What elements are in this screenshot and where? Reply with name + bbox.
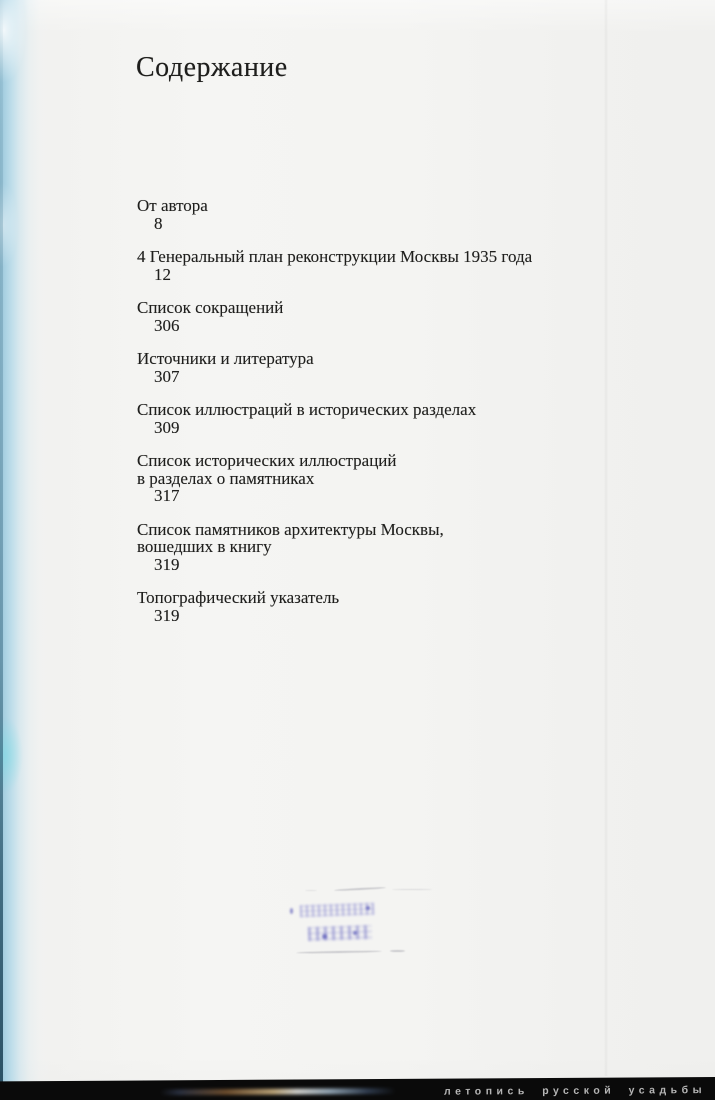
toc-entry-page-number: 319 [154,554,180,574]
toc-entry [137,521,697,574]
stamp-stroke [390,950,405,952]
footer-series-label: летопись русской усадьбы [443,1084,707,1098]
stamp-stroke [305,890,317,891]
toc-entry [137,299,697,334]
stamp-ink-dot [366,906,370,910]
toc-entry-title: Список иллюстраций в исторических разделах [137,400,477,419]
toc-entry [137,197,697,232]
toc-entry [137,248,697,283]
stamp-text-row [308,925,372,941]
toc-entry-title: Список сокращений [137,298,284,317]
stamp-ink-dot [322,934,327,939]
toc-entry-page-number: 307 [154,366,180,386]
stamp-stroke [334,887,386,892]
toc-entry-title: Источники и литература [137,349,314,368]
toc-entry-page-number: 12 [154,264,171,284]
stamp-ink-dot [353,931,357,935]
toc-entry-title-line-2: вошедших в книгу [137,537,272,556]
toc-entry-page-number: 317 [154,486,180,505]
toc-entry [137,350,697,385]
stamp-text-row [300,903,374,918]
toc-entry-title-line-2: в разделах о памятниках [137,468,315,488]
toc-entry-title: От автора [137,196,208,215]
toc-entry [137,589,697,624]
toc-entry-title: Список исторических иллюстраций [137,451,397,470]
toc-entry [137,452,697,505]
toc-entry-page-number: 306 [154,315,180,335]
toc-entry-title: Топографический указатель [137,588,340,607]
left-edge-dark-line [0,0,3,1100]
stamp-stroke [392,889,432,890]
table-of-contents [137,197,697,640]
stamp-stroke [296,950,382,954]
left-edge-scan-gradient [0,0,52,1100]
toc-entry-page-number: 309 [154,417,180,437]
toc-entry-page-number: 319 [154,605,180,625]
toc-entry-page-number: 8 [154,213,163,233]
toc-entry-title: 4 Генеральный план реконструкции Москвы 1935 года [137,247,533,266]
scan-glare-streak [160,1088,396,1095]
page-title: Содержание [136,52,288,83]
toc-entry-title: Список памятников архитектуры Москвы, [137,519,444,539]
stamp-ink-dot [290,908,293,914]
toc-entry [137,401,697,436]
footer-bar [0,1077,715,1100]
